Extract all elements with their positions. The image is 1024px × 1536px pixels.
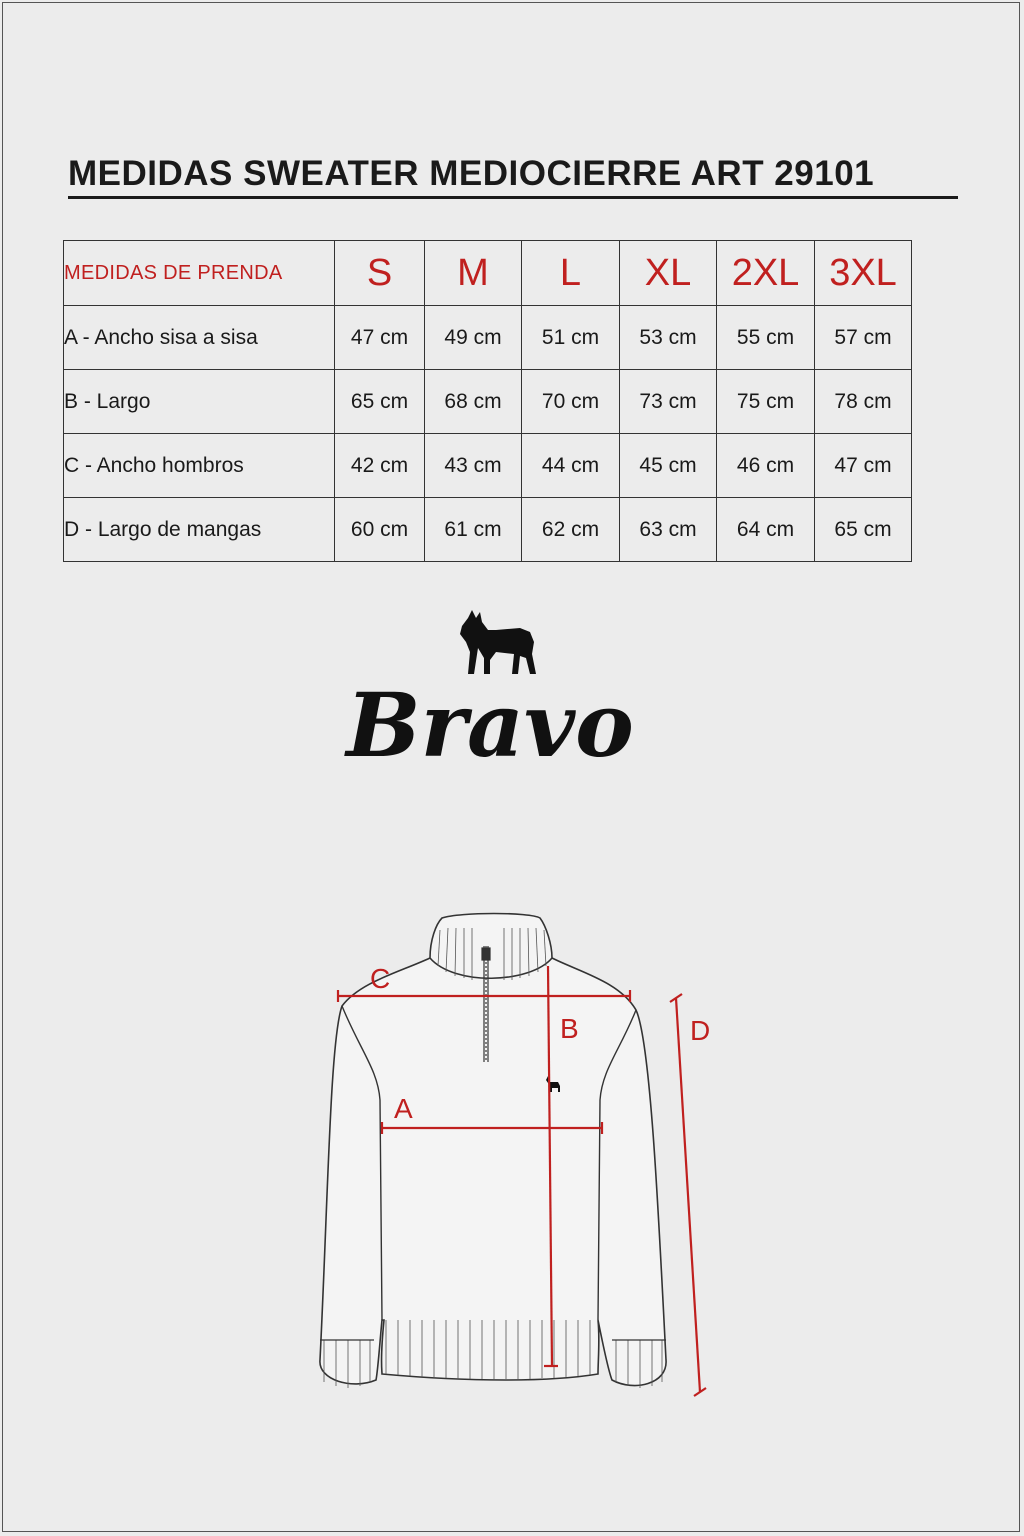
measure-label-d: D [690, 1015, 711, 1046]
table-cell: 51 cm [522, 306, 620, 370]
size-chart-table [63, 240, 912, 562]
table-header-label: MEDIDAS DE PRENDA [64, 241, 335, 306]
measure-line-d [676, 998, 700, 1392]
bravo-logo [320, 608, 660, 778]
table-cell: 42 cm [335, 434, 425, 498]
table-cell: 49 cm [425, 306, 522, 370]
bulldog-icon [460, 610, 536, 674]
table-cell: 43 cm [425, 434, 522, 498]
table-cell: 64 cm [717, 498, 815, 562]
measure-label-a: A [394, 1093, 413, 1124]
table-cell: 55 cm [717, 306, 815, 370]
row-label: A - Ancho sisa a sisa [64, 306, 335, 370]
table-cell: 65 cm [335, 370, 425, 434]
row-label: D - Largo de mangas [64, 498, 335, 562]
table-cell: 75 cm [717, 370, 815, 434]
page-title: MEDIDAS SWEATER MEDIOCIERRE ART 29101 [68, 154, 958, 199]
table-cell: 45 cm [620, 434, 717, 498]
size-header-xl: XL [620, 241, 717, 306]
table-row [64, 434, 912, 498]
table-cell: 53 cm [620, 306, 717, 370]
table-cell: 60 cm [335, 498, 425, 562]
table-cell: 47 cm [335, 306, 425, 370]
table-cell: 63 cm [620, 498, 717, 562]
table-cell: 70 cm [522, 370, 620, 434]
measure-label-c: C [370, 963, 391, 994]
table-cell: 47 cm [815, 434, 912, 498]
table-cell: 57 cm [815, 306, 912, 370]
table-cell: 73 cm [620, 370, 717, 434]
sweater-collar [430, 914, 552, 979]
table-cell: 46 cm [717, 434, 815, 498]
table-cell: 78 cm [815, 370, 912, 434]
logo-wordmark: Bravo [346, 673, 634, 777]
table-row [64, 370, 912, 434]
table-header-row [64, 241, 912, 306]
table-cell: 44 cm [522, 434, 620, 498]
size-header-3xl: 3XL [815, 241, 912, 306]
table-cell: 68 cm [425, 370, 522, 434]
table-cell: 61 cm [425, 498, 522, 562]
measure-label-b: B [560, 1013, 579, 1044]
sweater-measurement-diagram [290, 900, 730, 1400]
row-label: B - Largo [64, 370, 335, 434]
table-cell: 65 cm [815, 498, 912, 562]
sweater-body [320, 958, 666, 1386]
row-label: C - Ancho hombros [64, 434, 335, 498]
size-header-2xl: 2XL [717, 241, 815, 306]
table-row [64, 306, 912, 370]
size-header-s: S [335, 241, 425, 306]
size-header-m: M [425, 241, 522, 306]
table-cell: 62 cm [522, 498, 620, 562]
table-row [64, 498, 912, 562]
size-header-l: L [522, 241, 620, 306]
